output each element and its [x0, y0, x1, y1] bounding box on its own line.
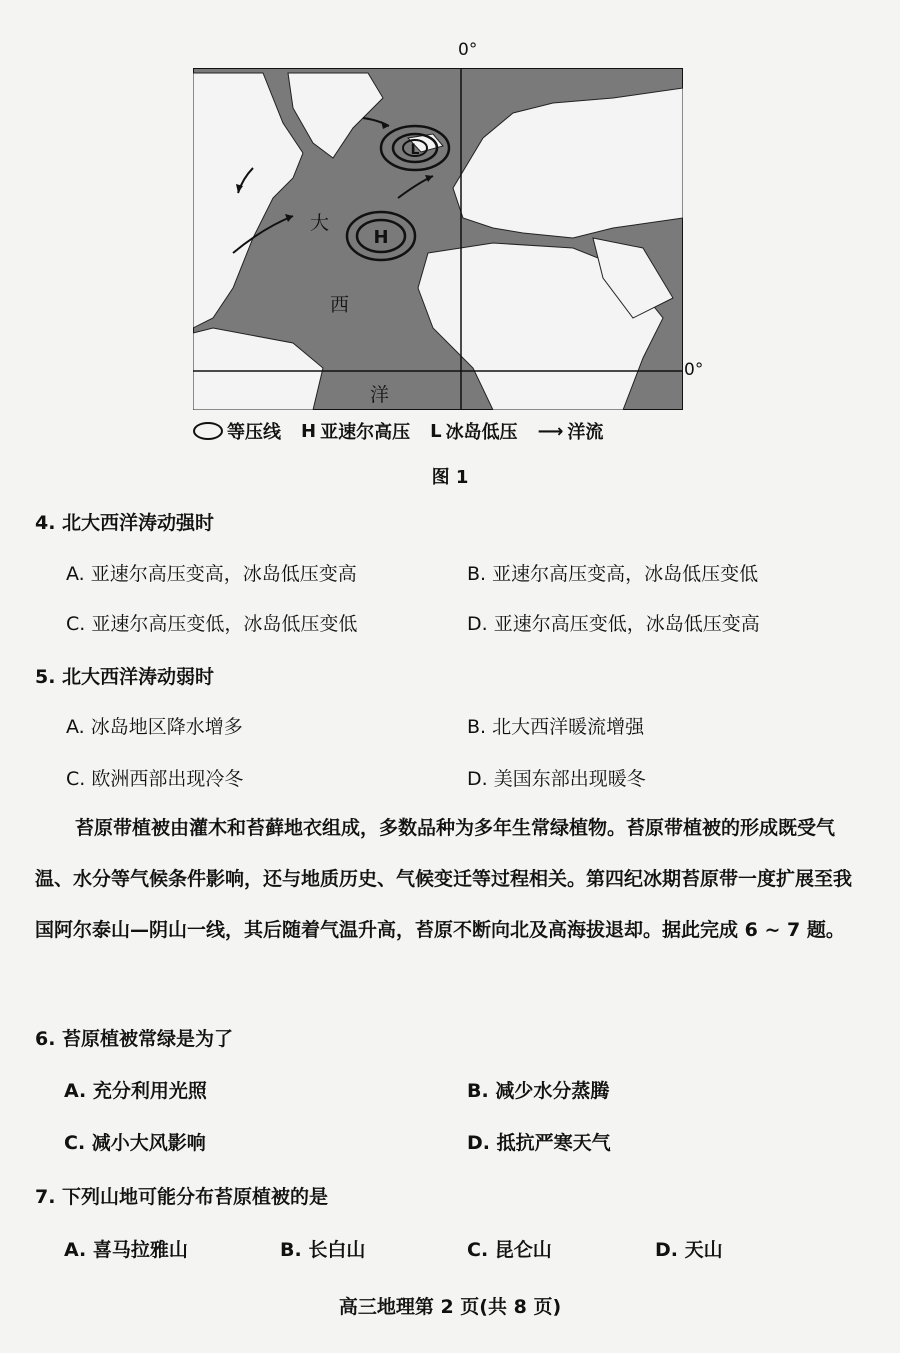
legend-azores: H 亚速尔高压: [301, 420, 411, 443]
q4-option-c: C. 亚速尔高压变低，冰岛低压变低: [66, 613, 358, 635]
equator-label: 0°: [684, 360, 704, 380]
page-footer: 高三地理第 2 页(共 8 页): [338, 1296, 562, 1318]
q7-option-c: C. 昆仑山: [467, 1239, 552, 1261]
ocean-label-2: 西: [330, 294, 350, 316]
q5-option-d: D. 美国东部出现暖冬: [467, 768, 646, 790]
north-atlantic-map: [193, 68, 683, 410]
q6-option-b: B. 减少水分蒸腾: [467, 1080, 610, 1102]
question-5-stem: 5. 北大西洋涛动弱时: [35, 666, 215, 688]
q5-option-a: A. 冰岛地区降水增多: [66, 716, 243, 738]
legend-isobar: 等压线: [193, 418, 281, 444]
low-label: L: [410, 142, 420, 158]
q4-option-a: A. 亚速尔高压变高，冰岛低压变高: [66, 563, 357, 585]
q4-option-d: D. 亚速尔高压变低，冰岛低压变高: [467, 613, 760, 635]
ocean-label-3: 洋: [370, 384, 390, 406]
q6-option-c: C. 减小大风影响: [64, 1132, 206, 1154]
question-6-stem: 6. 苔原植被常绿是为了: [35, 1028, 234, 1050]
q7-option-d: D. 天山: [655, 1239, 723, 1261]
q4-option-b: B. 亚速尔高压变高，冰岛低压变低: [467, 563, 759, 585]
q5-option-c: C. 欧洲西部出现冷冬: [66, 768, 244, 790]
figure-caption: 图 1: [431, 467, 469, 488]
q5-option-b: B. 北大西洋暖流增强: [467, 716, 645, 738]
question-7-stem: 7. 下列山地可能分布苔原植被的是: [35, 1186, 329, 1208]
map-svg: [193, 68, 683, 410]
q6-option-a: A. 充分利用光照: [64, 1080, 207, 1102]
legend-current: ⟶ 洋流: [537, 420, 604, 443]
q7-option-a: A. 喜马拉雅山: [64, 1239, 188, 1261]
passage-text: 苔原带植被由灌木和苔藓地衣组成，多数品种为多年生常绿植物。苔原带植被的形成既受气温、水分等气候条件影响，还与地质历史、气候变迁等过程相关。第四纪冰期苔原带一度扩展至我国阿尔泰山—阴山一线，其后随着气温升高，苔原不断向北及高海拔退却。据此完成 6 ~ 7 题。: [35, 817, 853, 941]
legend-iceland: L 冰岛低压: [430, 420, 518, 443]
isobar-icon: [193, 422, 223, 440]
q7-option-b: B. 长白山: [280, 1239, 366, 1261]
map-legend: [193, 416, 713, 446]
arrow-icon: ⟶: [537, 420, 564, 442]
meridian-label: 0°: [458, 40, 478, 60]
ocean-label-1: 大: [310, 212, 330, 234]
q6-option-d: D. 抵抗严寒天气: [467, 1132, 611, 1154]
question-4-stem: 4. 北大西洋涛动强时: [35, 512, 215, 534]
high-label: H: [373, 227, 389, 248]
